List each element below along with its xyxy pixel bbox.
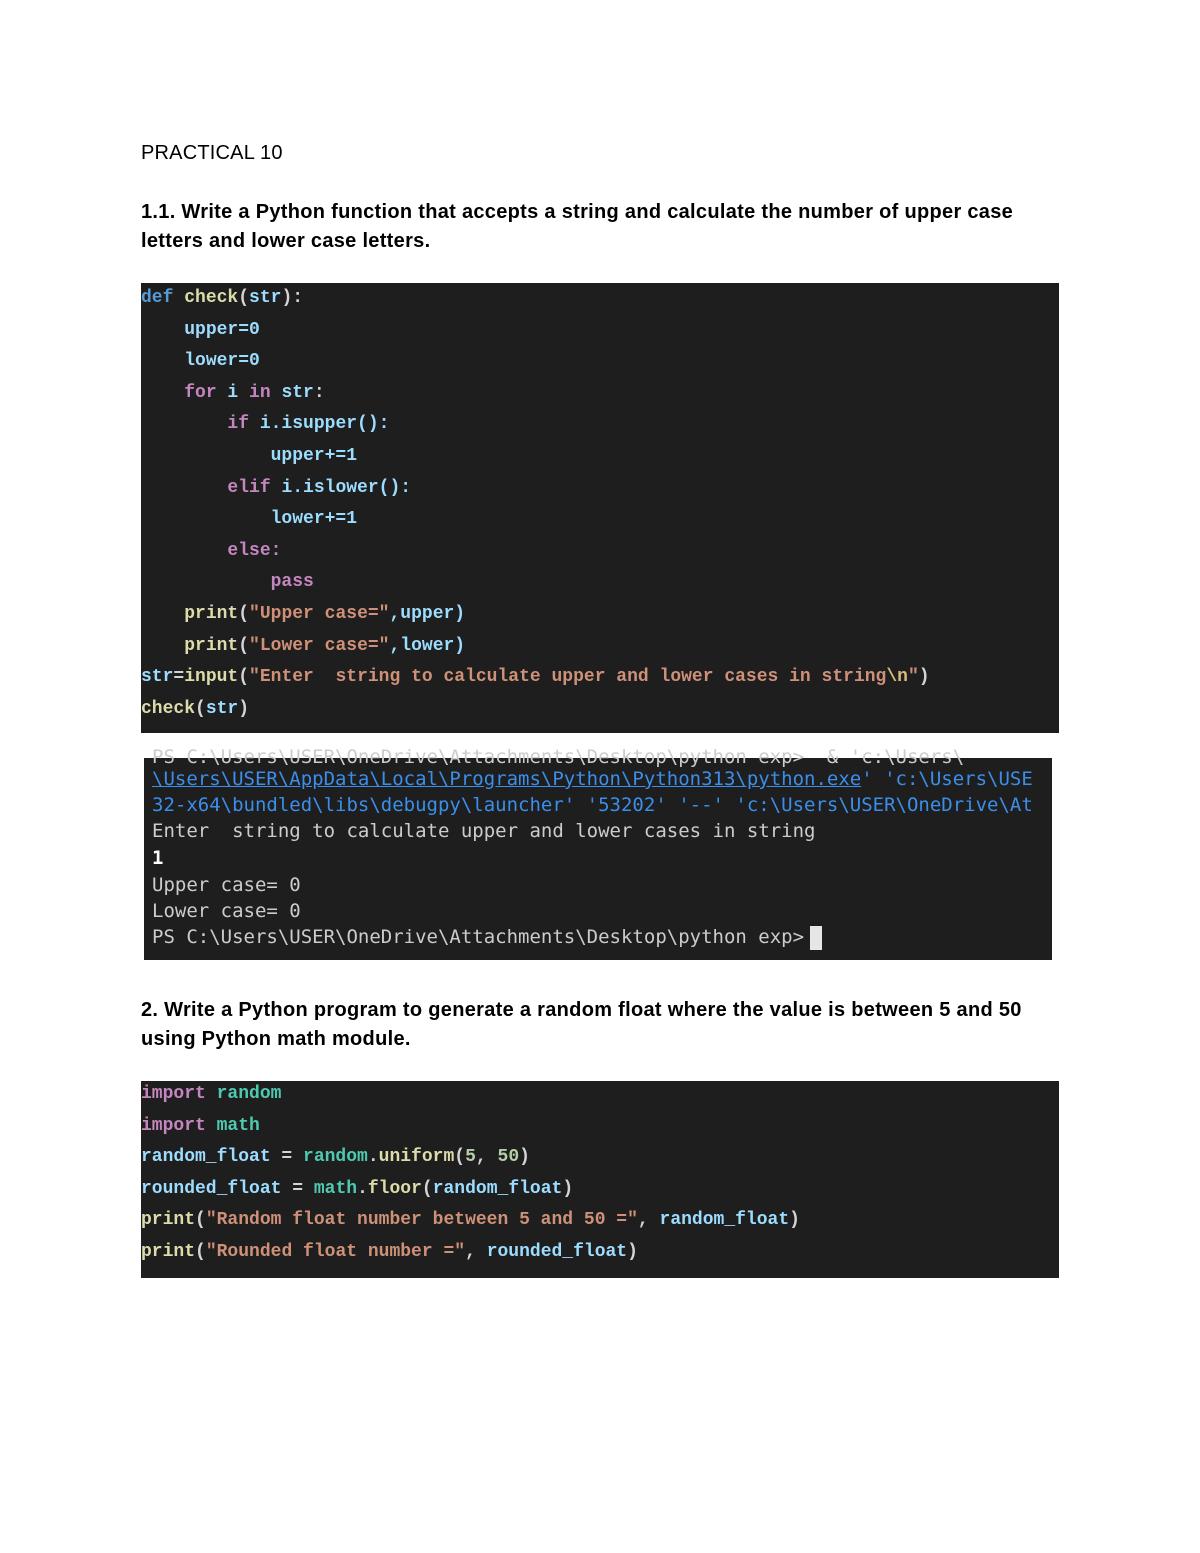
code-line: check(str) (141, 698, 250, 719)
code-line: import math (141, 1115, 260, 1136)
terminal-line: 1 (152, 847, 164, 869)
code-line: for i in str: (184, 382, 325, 403)
page-title: PRACTICAL 10 (141, 142, 283, 164)
code-line: pass (270, 572, 314, 593)
code-line: rounded_float = math.floor(random_float) (141, 1178, 574, 1199)
terminal-line: Enter string to calculate upper and lower cases in string (152, 820, 816, 842)
code-line: elif i.islower(): (227, 477, 412, 498)
terminal-line: Upper case= 0 (152, 874, 301, 896)
terminal-line: 32-x64\bundled\libs\debugpy\launcher' '53202' '--' 'c:\Users\USER\OneDrive\At (152, 794, 1033, 816)
code-line: import random (141, 1084, 282, 1104)
terminal-output (144, 746, 1052, 960)
code-line: def check(str): (141, 288, 304, 308)
code-line: random_float = random.uniform(5, 50) (141, 1147, 530, 1168)
code-line: if i.isupper(): (227, 414, 390, 435)
terminal-link[interactable]: \Users\USER\AppData\Local\Programs\Python\Python313\python.exe (152, 768, 862, 790)
code-line: lower+=1 (270, 509, 358, 530)
code-line: upper=0 (184, 319, 260, 340)
code-line: str=input("Enter string to calculate upper and lower cases in string\n") (141, 667, 930, 688)
code-line: lower=0 (184, 351, 260, 372)
code-line: print("Rounded float number =", rounded_float) (141, 1241, 638, 1262)
terminal-line: \Users\USER\AppData\Local\Programs\Python\Python313\python.exe' 'c:\Users\USE (152, 768, 1033, 790)
code-block-2 (141, 1081, 1059, 1278)
code-line: print("Upper case=",upper) (184, 603, 466, 624)
code-line: upper+=1 (270, 445, 358, 466)
terminal-cursor[interactable] (810, 926, 822, 950)
code-line: else: (227, 540, 282, 561)
terminal-prompt: PS C:\Users\USER\OneDrive\Attachments\Desktop\python exp> (152, 924, 822, 950)
question-1: 1.1. Write a Python function that accepts a string and calculate the number of upper case letters and lower case letters. (141, 201, 1014, 252)
terminal-line: Lower case= 0 (152, 900, 301, 922)
code-line: print("Lower case=",lower) (184, 635, 466, 656)
code-line: print("Random float number between 5 and 50 =", random_float) (141, 1210, 800, 1231)
terminal-line: PS C:\Users\USER\OneDrive\Attachments\Desktop\python exp> & 'c:\Users\ (152, 746, 965, 768)
code-block-1 (141, 283, 1059, 733)
question-2: 2. Write a Python program to generate a random float where the value is between 5 and 50 using Python math module. (141, 999, 1022, 1050)
